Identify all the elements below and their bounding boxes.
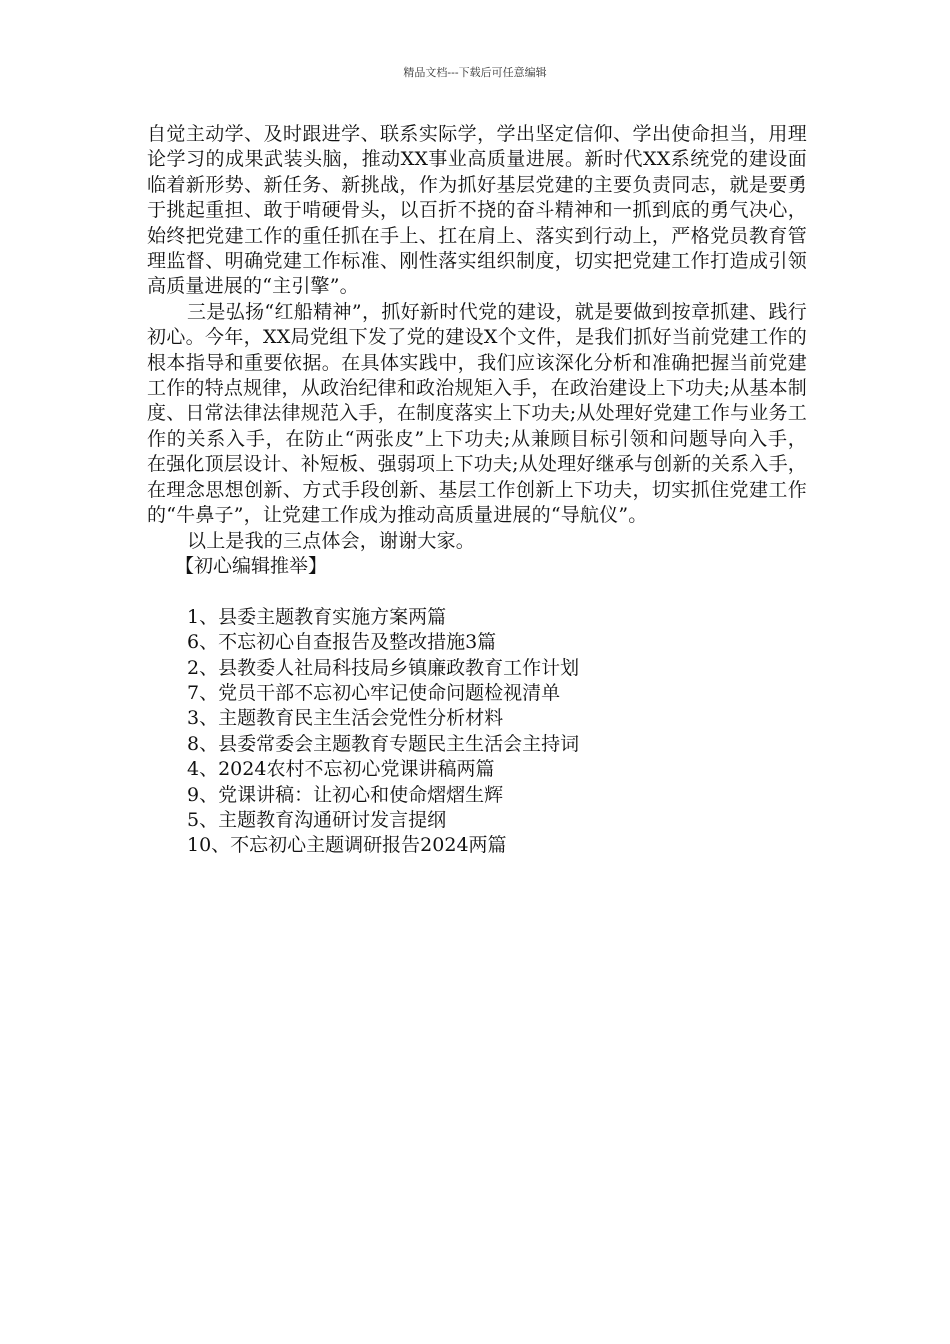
paragraph-red-boat-spirit: 三是弘扬“红船精神”，抓好新时代党的建设，就是要做到按章抓建、践行初心。今年，XX局党组下发了党的建设X个文件，是我们抓好当前党建工作的根本指导和重要依据。在具体实践中，我们应该深化分析和准确把握当前党建工作的特点规律，从政治纪律和政治规矩入手，在政治建设上下功夫;从基本制度、日常法律法律规范入手，在制度落实上下功夫;从处理好党建工作与业务工作的关系入手，在防止“两张皮”上下功夫;从兼顾目标引领和问题导向入手，在强化顶层设计、补短板、强弱项上下功夫;从处理好继承与创新的关系入手，在理念思想创新、方式手段创新、基层工作创新上下功夫，切实抓住党建工作的“牛鼻子”，让党建工作成为推动高质量进展的“导航仪”。	[147, 300, 807, 527]
document-body	[147, 122, 807, 859]
recommend-item[interactable]: 2、县教委人社局科技局乡镇廉政教育工作计划	[187, 656, 580, 679]
recommend-item[interactable]: 10、不忘初心主题调研报告2024两篇	[187, 834, 507, 857]
paragraph-study: 自觉主动学、及时跟进学、联系实际学，学出坚定信仰、学出使命担当，用理论学习的成果武装头脑，推动XX事业高质量进展。新时代XX系统党的建设面临着新形势、新任务、新挑战，作为抓好基层党建的主要负责同志，就是要勇于挑起重担、敢于啃硬骨头，以百折不挠的奋斗精神和一抓到底的勇气决心，始终把党建工作的重任抓在手上、扛在肩上、落实到行动上，严格党员教育管理监督、明确党建工作标准、刚性落实组织制度，切实把党建工作打造成引领高质量进展的“主引擎”。	[147, 123, 807, 298]
recommend-title: 【初心编辑推举】	[175, 554, 328, 577]
recommend-list	[147, 605, 807, 859]
recommend-item[interactable]: 8、县委常委会主题教育专题民主生活会主持词	[187, 732, 580, 755]
spacer	[147, 579, 807, 604]
recommend-item[interactable]: 1、县委主题教育实施方案两篇	[187, 605, 447, 628]
recommend-item[interactable]: 6、不忘初心自查报告及整改措施3篇	[187, 631, 497, 654]
page-header: 精品文档---下载后可任意编辑	[403, 66, 547, 79]
recommend-item[interactable]: 5、主题教育沟通研讨发言提纲	[187, 808, 447, 831]
recommend-item[interactable]: 7、党员干部不忘初心牢记使命问题检视清单	[187, 681, 561, 704]
recommend-item[interactable]: 9、党课讲稿：让初心和使命熠熠生辉	[187, 783, 504, 806]
paragraph-closing: 以上是我的三点体会，谢谢大家。	[187, 529, 476, 552]
recommend-item[interactable]: 4、2024农村不忘初心党课讲稿两篇	[187, 758, 495, 781]
recommend-item[interactable]: 3、主题教育民主生活会党性分析材料	[187, 707, 504, 730]
